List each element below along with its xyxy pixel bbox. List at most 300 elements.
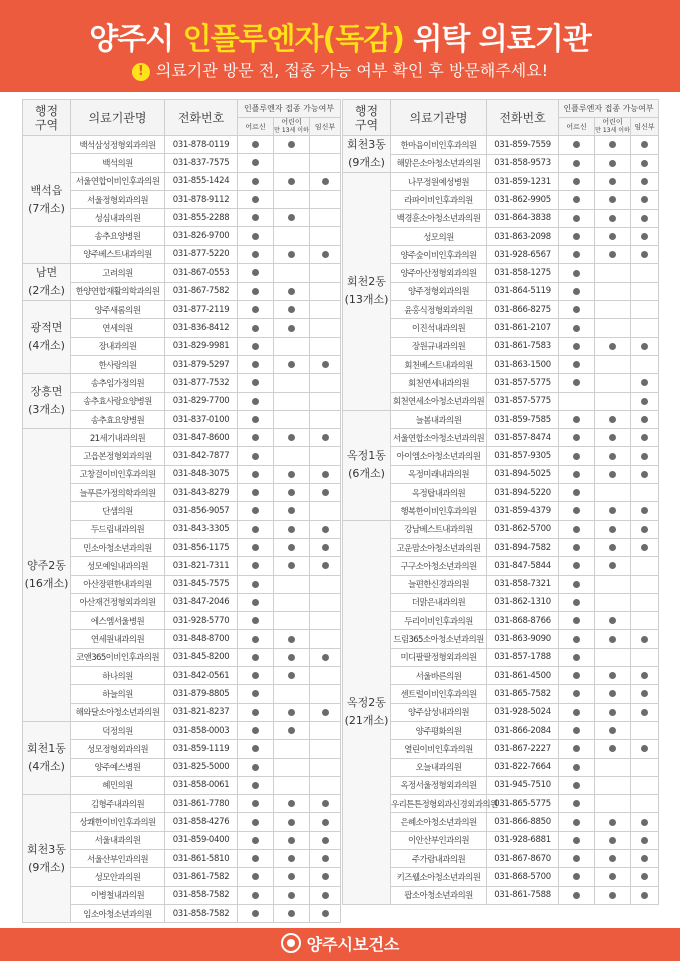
adult-available-dot-icon xyxy=(252,233,259,240)
table-row xyxy=(343,355,659,373)
adult-available-dot-icon xyxy=(252,892,259,899)
table-row xyxy=(23,465,341,483)
child-available-dot-icon xyxy=(288,288,295,295)
pregnant-available-cell xyxy=(631,575,659,593)
child-available-cell xyxy=(274,904,310,922)
child-available-cell xyxy=(274,593,310,611)
pregnant-available-cell xyxy=(631,758,659,776)
adult-available-dot-icon xyxy=(573,654,580,661)
adult-available-dot-icon xyxy=(252,617,259,624)
clinic-name: 해맑은소아청소년과의원 xyxy=(391,154,487,173)
notice-line xyxy=(0,58,680,81)
child-available-cell xyxy=(274,758,310,776)
child-available-cell xyxy=(595,630,631,648)
clinic-phone: 031-861-7780 xyxy=(165,795,238,813)
clinic-name: 민소아청소년과의원 xyxy=(71,538,165,556)
header-vaccine-group: 인플루엔자 접종 가능여부 xyxy=(238,100,341,118)
clinic-phone: 031-877-2119 xyxy=(165,301,238,319)
adult-available-cell xyxy=(559,282,595,300)
pregnant-available-dot-icon xyxy=(322,800,329,807)
adult-available-cell xyxy=(238,374,274,392)
adult-available-dot-icon xyxy=(252,398,259,405)
clinic-phone: 031-857-8474 xyxy=(487,429,559,447)
table-row xyxy=(23,648,341,666)
child-available-dot-icon xyxy=(288,562,295,569)
clinic-phone: 031-858-7321 xyxy=(487,575,559,593)
pregnant-available-cell xyxy=(631,484,659,502)
table-row xyxy=(23,685,341,703)
clinic-name: 서울내과의원 xyxy=(71,831,165,849)
clinic-phone: 031-857-1788 xyxy=(487,648,559,666)
pregnant-available-cell xyxy=(310,685,341,703)
adult-available-dot-icon xyxy=(252,141,259,148)
child-available-cell xyxy=(274,264,310,283)
pregnant-available-dot-icon xyxy=(641,819,648,826)
clinic-phone: 031-861-7582 xyxy=(165,868,238,886)
clinic-name: 옥정탑내과의원 xyxy=(391,484,487,502)
clinic-phone: 031-866-8275 xyxy=(487,301,559,319)
adult-available-dot-icon xyxy=(573,782,580,789)
child-available-cell xyxy=(274,868,310,886)
pregnant-available-cell xyxy=(310,538,341,556)
pregnant-available-cell xyxy=(310,593,341,611)
region-name: 양주2동 xyxy=(27,559,66,573)
adult-available-dot-icon xyxy=(573,709,580,716)
table-row xyxy=(23,520,341,538)
adult-available-dot-icon xyxy=(252,507,259,514)
adult-available-cell xyxy=(559,301,595,319)
region-count: (4개소) xyxy=(28,339,65,353)
child-available-dot-icon xyxy=(609,215,616,222)
child-available-cell xyxy=(595,758,631,776)
adult-available-dot-icon xyxy=(573,178,580,185)
adult-available-cell xyxy=(559,136,595,155)
table-row xyxy=(23,557,341,575)
table-row xyxy=(23,374,341,392)
header-phone: 전화번호 xyxy=(487,100,559,136)
clinic-phone: 031-894-7582 xyxy=(487,538,559,556)
region-cell xyxy=(343,136,391,173)
pregnant-available-dot-icon xyxy=(641,251,648,258)
adult-available-dot-icon xyxy=(252,745,259,752)
pregnant-available-cell xyxy=(631,246,659,264)
child-available-dot-icon xyxy=(609,727,616,734)
child-available-dot-icon xyxy=(288,636,295,643)
adult-available-cell xyxy=(238,813,274,831)
table-row xyxy=(23,282,341,301)
pregnant-available-cell xyxy=(631,667,659,685)
child-available-cell xyxy=(274,484,310,502)
table-row xyxy=(343,337,659,355)
table-row xyxy=(23,227,341,245)
adult-available-dot-icon xyxy=(252,325,259,332)
adult-available-cell xyxy=(559,374,595,392)
adult-available-dot-icon xyxy=(573,434,580,441)
child-available-cell xyxy=(274,630,310,648)
table-row xyxy=(343,575,659,593)
clinic-phone: 031-879-5297 xyxy=(165,355,238,373)
table-row xyxy=(343,484,659,502)
clinic-name: 성모의원 xyxy=(391,227,487,245)
child-available-cell xyxy=(595,776,631,794)
adult-available-dot-icon xyxy=(252,873,259,880)
child-available-dot-icon xyxy=(288,800,295,807)
clinic-phone: 031-821-7311 xyxy=(165,557,238,575)
region-cell xyxy=(23,264,71,301)
adult-available-cell xyxy=(238,392,274,410)
child-available-cell xyxy=(595,721,631,739)
child-available-dot-icon xyxy=(609,617,616,624)
adult-available-dot-icon xyxy=(573,672,580,679)
child-available-dot-icon xyxy=(609,233,616,240)
region-count: (21개소) xyxy=(344,714,389,728)
clinic-table-left xyxy=(22,99,341,923)
clinic-name: 연세의원 xyxy=(71,319,165,337)
adult-available-dot-icon xyxy=(252,489,259,496)
child-available-cell xyxy=(274,209,310,227)
pregnant-available-cell xyxy=(310,410,341,428)
pregnant-available-dot-icon xyxy=(641,526,648,533)
right-table-panel xyxy=(342,99,658,905)
pregnant-available-cell xyxy=(631,502,659,520)
pregnant-available-dot-icon xyxy=(322,178,329,185)
adult-available-dot-icon xyxy=(573,325,580,332)
adult-available-dot-icon xyxy=(573,343,580,350)
clinic-phone: 031-866-8850 xyxy=(487,813,559,831)
adult-available-dot-icon xyxy=(252,581,259,588)
table-row xyxy=(343,776,659,794)
table-row xyxy=(343,886,659,904)
adult-available-dot-icon xyxy=(252,855,259,862)
pregnant-available-cell xyxy=(310,630,341,648)
pregnant-available-cell xyxy=(631,173,659,191)
child-available-dot-icon xyxy=(609,672,616,679)
clinic-phone: 031-858-4276 xyxy=(165,813,238,831)
clinic-phone: 031-857-9305 xyxy=(487,447,559,465)
clinic-name: 아산장편한내과의원 xyxy=(71,575,165,593)
adult-available-cell xyxy=(238,740,274,758)
child-available-cell xyxy=(595,374,631,392)
adult-available-cell xyxy=(559,740,595,758)
child-available-cell xyxy=(274,447,310,465)
clinic-name: 서울바른의원 xyxy=(391,667,487,685)
adult-available-dot-icon xyxy=(573,800,580,807)
adult-available-dot-icon xyxy=(573,819,580,826)
child-available-cell xyxy=(595,538,631,556)
clinic-name: 송추임가정의원 xyxy=(71,374,165,392)
adult-available-dot-icon xyxy=(573,160,580,167)
region-cell xyxy=(23,795,71,923)
adult-available-cell xyxy=(559,264,595,282)
adult-available-cell xyxy=(559,484,595,502)
pregnant-available-cell xyxy=(310,557,341,575)
region-name: 장흥면 xyxy=(30,385,63,399)
table-row xyxy=(343,429,659,447)
pregnant-available-cell xyxy=(310,904,341,922)
clinic-phone: 031-877-7532 xyxy=(165,374,238,392)
region-name: 옥정1동 xyxy=(347,449,386,463)
pregnant-available-cell xyxy=(631,429,659,447)
pregnant-available-cell xyxy=(631,136,659,155)
child-available-cell xyxy=(595,685,631,703)
clinic-name: 서울정형외과의원 xyxy=(71,190,165,208)
pregnant-available-dot-icon xyxy=(641,416,648,423)
child-available-cell xyxy=(595,703,631,721)
child-available-cell xyxy=(274,301,310,319)
clinic-phone: 031-829-9981 xyxy=(165,337,238,355)
pregnant-available-dot-icon xyxy=(641,690,648,697)
clinic-phone: 031-894-5220 xyxy=(487,484,559,502)
region-name: 회천3동 xyxy=(347,138,386,151)
child-available-cell xyxy=(595,831,631,849)
clinic-name: 임소아청소년과의원 xyxy=(71,904,165,922)
table-row xyxy=(343,392,659,410)
pregnant-available-cell xyxy=(310,209,341,227)
pregnant-available-cell xyxy=(631,465,659,483)
header-adult: 어르신 xyxy=(238,118,274,136)
adult-available-cell xyxy=(559,337,595,355)
adult-available-cell xyxy=(238,630,274,648)
table-row xyxy=(23,337,341,355)
pregnant-available-cell xyxy=(310,172,341,190)
pregnant-available-cell xyxy=(631,227,659,245)
pregnant-available-dot-icon xyxy=(641,507,648,514)
adult-available-dot-icon xyxy=(252,800,259,807)
table-row xyxy=(343,502,659,520)
region-cell xyxy=(23,429,71,722)
clinic-name: 나무정원예성병원 xyxy=(391,173,487,191)
adult-available-cell xyxy=(559,538,595,556)
adult-available-cell xyxy=(559,831,595,849)
child-available-cell xyxy=(274,520,310,538)
clinic-name: 혜민의원 xyxy=(71,776,165,794)
adult-available-cell xyxy=(238,776,274,794)
header-phone: 전화번호 xyxy=(165,100,238,136)
pregnant-available-cell xyxy=(310,502,341,520)
table-row xyxy=(23,721,341,739)
pregnant-available-cell xyxy=(631,264,659,282)
adult-available-cell xyxy=(238,721,274,739)
child-available-dot-icon xyxy=(288,507,295,514)
table-row xyxy=(343,191,659,209)
clinic-name: 고운맘소아청소년과의원 xyxy=(391,538,487,556)
table-row xyxy=(343,612,659,630)
adult-available-cell xyxy=(559,246,595,264)
adult-available-cell xyxy=(559,557,595,575)
clinic-phone: 031-859-7585 xyxy=(487,410,559,428)
clinic-phone: 031-859-0400 xyxy=(165,831,238,849)
pregnant-available-cell xyxy=(631,355,659,373)
child-available-dot-icon xyxy=(609,837,616,844)
pregnant-available-dot-icon xyxy=(322,709,329,716)
adult-available-cell xyxy=(559,886,595,904)
child-available-cell xyxy=(274,612,310,630)
table-row xyxy=(23,575,341,593)
child-available-cell xyxy=(595,667,631,685)
table-row xyxy=(23,538,341,556)
clinic-phone: 031-861-7583 xyxy=(487,337,559,355)
table-row xyxy=(343,209,659,227)
child-available-cell xyxy=(595,795,631,813)
clinic-name: 늘푸른가정의학과의원 xyxy=(71,484,165,502)
pregnant-available-cell xyxy=(310,795,341,813)
pregnant-available-cell xyxy=(310,264,341,283)
adult-available-dot-icon xyxy=(573,270,580,277)
clinic-phone: 031-864-3838 xyxy=(487,209,559,227)
pregnant-available-cell xyxy=(631,831,659,849)
adult-available-cell xyxy=(559,392,595,410)
pregnant-available-dot-icon xyxy=(641,178,648,185)
clinic-phone: 031-858-7582 xyxy=(165,904,238,922)
pregnant-available-cell xyxy=(310,849,341,867)
adult-available-dot-icon xyxy=(252,690,259,697)
clinic-phone: 031-861-7588 xyxy=(487,886,559,904)
pregnant-available-cell xyxy=(310,758,341,776)
clinic-name: 옥정서울정형외과의원 xyxy=(391,776,487,794)
child-available-cell xyxy=(274,667,310,685)
pregnant-available-dot-icon xyxy=(322,910,329,917)
child-available-dot-icon xyxy=(609,416,616,423)
table-row xyxy=(343,593,659,611)
adult-available-dot-icon xyxy=(252,764,259,771)
title-highlight: 인플루엔자(독감) xyxy=(182,22,404,57)
child-available-cell xyxy=(595,429,631,447)
clinic-name: 강남베스트내과의원 xyxy=(391,520,487,538)
pregnant-available-cell xyxy=(631,612,659,630)
adult-available-dot-icon xyxy=(252,654,259,661)
child-available-dot-icon xyxy=(288,837,295,844)
clinic-name: 서울연합소아청소년과의원 xyxy=(391,429,487,447)
adult-available-dot-icon xyxy=(573,215,580,222)
child-available-cell xyxy=(595,465,631,483)
adult-available-dot-icon xyxy=(252,178,259,185)
table-row xyxy=(23,831,341,849)
child-available-cell xyxy=(274,813,310,831)
right-table-body xyxy=(343,136,659,905)
table-row xyxy=(23,868,341,886)
adult-available-dot-icon xyxy=(252,672,259,679)
clinic-name: 우리튼튼정형외과신경외과의원 xyxy=(391,795,487,813)
child-available-cell xyxy=(595,301,631,319)
table-row xyxy=(343,447,659,465)
clinic-phone: 031-863-9090 xyxy=(487,630,559,648)
clinic-name: 해와달소아청소년과의원 xyxy=(71,703,165,721)
pregnant-available-cell xyxy=(631,776,659,794)
clinic-name: 하늘의원 xyxy=(71,685,165,703)
adult-available-dot-icon xyxy=(573,379,580,386)
header-pregnant: 임신부 xyxy=(631,118,659,136)
adult-available-cell xyxy=(238,227,274,245)
adult-available-dot-icon xyxy=(573,233,580,240)
clinic-table-right xyxy=(342,99,659,905)
child-available-dot-icon xyxy=(609,160,616,167)
clinic-name: 이진석내과의원 xyxy=(391,319,487,337)
clinic-name: 고읍본정형외과의원 xyxy=(71,447,165,465)
table-row xyxy=(343,667,659,685)
clinic-phone: 031-856-1175 xyxy=(165,538,238,556)
adult-available-dot-icon xyxy=(573,636,580,643)
table-row xyxy=(23,136,341,154)
clinic-phone: 031-859-7559 xyxy=(487,136,559,155)
adult-available-cell xyxy=(559,209,595,227)
adult-available-dot-icon xyxy=(573,581,580,588)
adult-available-cell xyxy=(238,520,274,538)
clinic-phone: 031-879-8805 xyxy=(165,685,238,703)
adult-available-dot-icon xyxy=(252,599,259,606)
table-row xyxy=(343,831,659,849)
pregnant-available-cell xyxy=(310,813,341,831)
child-available-cell xyxy=(595,246,631,264)
clinic-phone: 031-843-8279 xyxy=(165,484,238,502)
adult-available-dot-icon xyxy=(252,306,259,313)
clinic-name: 성모예일내과의원 xyxy=(71,557,165,575)
clinic-name: 덕정의원 xyxy=(71,721,165,739)
child-available-dot-icon xyxy=(609,873,616,880)
clinic-phone: 031-867-8670 xyxy=(487,849,559,867)
table-row xyxy=(343,374,659,392)
table-row xyxy=(343,758,659,776)
adult-available-cell xyxy=(238,355,274,373)
child-available-cell xyxy=(274,337,310,355)
pregnant-available-cell xyxy=(310,282,341,301)
adult-available-dot-icon xyxy=(252,196,259,203)
clinic-name: 코앤365이비인후과의원 xyxy=(71,648,165,666)
clinic-name: 상쾌한이비인후과의원 xyxy=(71,813,165,831)
region-name: 광적면 xyxy=(30,321,63,335)
table-row xyxy=(343,703,659,721)
clinic-phone: 031-829-7700 xyxy=(165,392,238,410)
table-row xyxy=(343,319,659,337)
clinic-name: 한사랑의원 xyxy=(71,355,165,373)
child-available-dot-icon xyxy=(288,471,295,478)
clinic-name: 양주베스트내과의원 xyxy=(71,245,165,263)
adult-available-dot-icon xyxy=(573,141,580,148)
pregnant-available-dot-icon xyxy=(322,855,329,862)
clinic-phone: 031-857-5775 xyxy=(487,392,559,410)
table-row xyxy=(343,868,659,886)
child-available-cell xyxy=(274,154,310,172)
adult-available-dot-icon xyxy=(573,690,580,697)
pregnant-available-cell xyxy=(631,721,659,739)
adult-available-cell xyxy=(559,191,595,209)
pregnant-available-cell xyxy=(631,282,659,300)
child-available-cell xyxy=(595,410,631,428)
pregnant-available-dot-icon xyxy=(641,453,648,460)
pregnant-available-cell xyxy=(310,648,341,666)
child-available-cell xyxy=(595,136,631,155)
pregnant-available-cell xyxy=(310,392,341,410)
clinic-name: 양주평화의원 xyxy=(391,721,487,739)
region-count: (2개소) xyxy=(28,284,65,298)
clinic-phone: 031-858-0061 xyxy=(165,776,238,794)
clinic-name: 이병철내과의원 xyxy=(71,886,165,904)
adult-available-cell xyxy=(238,612,274,630)
adult-available-dot-icon xyxy=(252,562,259,569)
child-available-cell xyxy=(595,502,631,520)
adult-available-cell xyxy=(238,795,274,813)
clinic-phone: 031-825-5000 xyxy=(165,758,238,776)
child-available-dot-icon xyxy=(609,690,616,697)
child-available-dot-icon xyxy=(288,325,295,332)
clinic-phone: 031-862-5700 xyxy=(487,520,559,538)
footer-banner xyxy=(0,928,680,961)
adult-available-cell xyxy=(238,502,274,520)
clinic-phone: 031-845-7575 xyxy=(165,575,238,593)
clinic-phone: 031-863-1500 xyxy=(487,355,559,373)
table-row xyxy=(23,593,341,611)
child-available-cell xyxy=(274,172,310,190)
adult-available-dot-icon xyxy=(252,453,259,460)
